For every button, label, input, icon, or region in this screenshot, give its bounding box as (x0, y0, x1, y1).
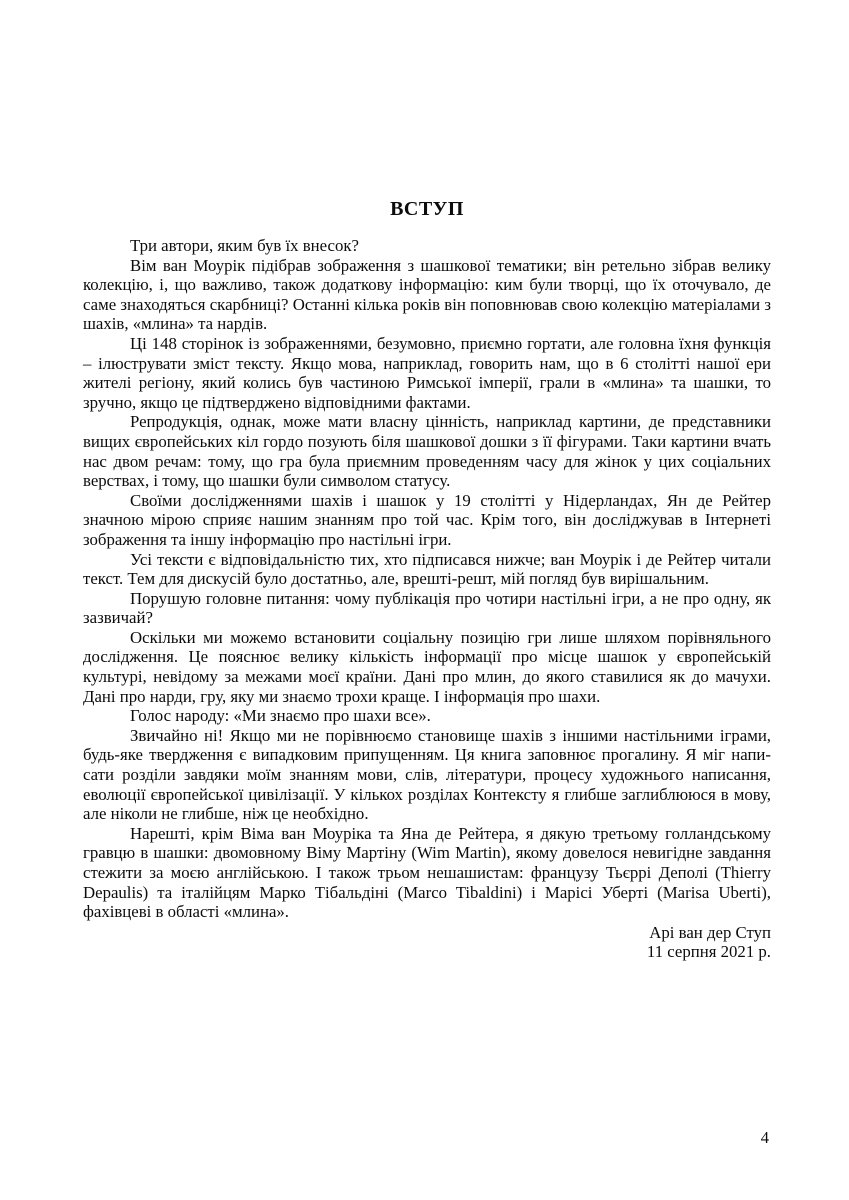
paragraph-voice-of-people: Голос народу: «Ми знаємо про шахи все». (130, 706, 431, 726)
paragraph-van-mourik: Вім ван Моурік підібрав зображення з шашкової тематики; він ретельно зібрав велику колекцію, і, що важливо, також додаткову інформацію: ким були творці, що їх оточувало, де саме знаходяться скарбниці? Останні кілька років він поповнював свою колекцію матеріалами з шахів, «млина» та нардів. (83, 255, 771, 334)
chapter-title: ВСТУП (390, 198, 464, 220)
paragraph-reproduction: Репродукція, однак, може мати власну цінність, наприклад картини, де представники вищих європейських кіл гордо позують біля шашкової дошки з її фігурами. Таки картини вчать нас двом речам: тому, що гра була приємним проведенням часу для жінок у цих соціальних верствах, і тому, що шашки були символом статусу. (83, 412, 771, 491)
paragraph-main-question: Порушую головне питання: чому публікація про чотири настільні ігри, а не про одну, як зазвичай? (83, 588, 771, 628)
signature-block (83, 923, 771, 962)
paragraph-question-authors: Три автори, яким був їх внесок? (130, 236, 359, 255)
document-body (83, 236, 771, 922)
page-number: 4 (760, 1128, 769, 1147)
page-content (83, 197, 771, 962)
paragraph-acknowledgements: Нарешті, крім Віма ван Моуріка та Яна де Рейтера, я дякую третьому голландському гравцю в шашки: двомовному Віму Мартіну (Wim Martin), якому довелося невигідне завдання стежити за моєю англійською. І також трьом нешашистам: французу Тьєррі Деполі (Thierry Depaulis) та італійцям Марко Тібальдіні (Marco Tibaldini) і Марісі Уберті (Marisa Uberti), фахівцеві в області «млина». (83, 823, 771, 922)
signature-date: 11 серпня 2021 р. (646, 942, 771, 962)
paragraph-148-pages: Ці 148 сторінок із зображеннями, безумовно, приємно гортати, але головна їхня функція – ілюструвати зміст тексту. Якщо мова, наприклад, говорить нам, що в 6 столітті нашої ери жителі регіону, який колись був частиною Римської імперії, грали в «млина» та шашки, то зручно, якщо це підтверджено відповідними фактами. (83, 333, 771, 412)
signature-author: Арі ван дер Ступ (649, 922, 771, 942)
paragraph-responsibility: Усі тексти є відповідальністю тих, хто підписався нижче; ван Моурік і де Рейтер читали текст. Тем для дискусій було достатньо, але, врешті-решт, мій погляд був вирішальним. (83, 549, 771, 589)
paragraph-de-reiter: Своїми дослідженнями шахів і шашок у 19 столітті у Нідерландах, Ян де Рейтер значною мірою сприяє нашим знанням про той час. Крім того, він досліджував в Інтернеті зображення та іншу інформацію про настільні ігри. (83, 490, 771, 549)
paragraph-comparative-research: Оскільки ми можемо встановити соціальну позицію гри лише шляхом порівняльного дослідження. Це пояснює велику кількість інформації про місце шашок у європейській культурі, невідому за межами моєї країни. Дані про млин, до якого ставилися як до мачухи. Дані про нарди, гру, яку ми знаємо трохи краще. І інформація про шахи. (83, 627, 771, 706)
paragraph-of-course-not: Звичайно ні! Якщо ми не порівнюємо становище шахів з іншими настільними іграми, будь-яке твердження є випадковим припущенням. Ця книга заповнює прогалину. Я міг написати розділи завдяки моїм знанням мови, слів, літератури, процесу художнього написання, еволюції європейської цивілізації. У кількох розділах Контексту я глибше заглиблююся в мову, але ніколи не глибше, ніж це необхідно. (83, 725, 771, 824)
